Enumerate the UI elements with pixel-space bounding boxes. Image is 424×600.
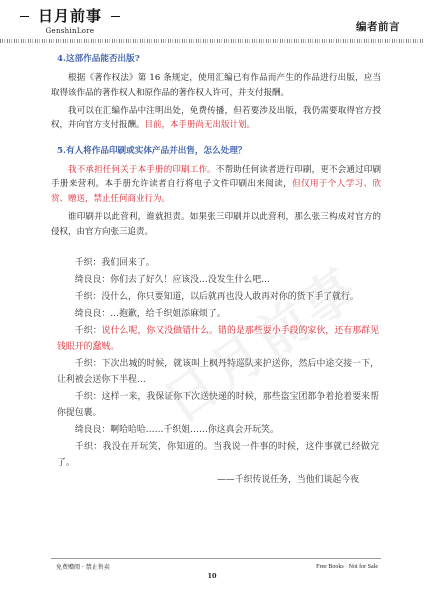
section-heading: 5.有人将作品印刷或实体产品并出售，怎么处理？ bbox=[57, 145, 247, 156]
dialogue-line bbox=[57, 422, 379, 438]
emphasis-text: 我不承担任何关于本手册的印刷工作。 bbox=[68, 164, 216, 175]
dialogue-text: 这样一来，我保证你下次送快递的时候，那些盗宝团都争着抢着要来帮你提包裹。 bbox=[57, 392, 380, 419]
body-text: 谁印刷并以此营利，谁就担责。如果张三印刷并以此营利，那么张三构成对官方的侵权，由官方向张三追责。 bbox=[51, 212, 381, 237]
dialogue-line bbox=[57, 272, 379, 288]
speaker-name: 千织： bbox=[74, 258, 102, 269]
paragraph bbox=[51, 104, 381, 133]
dialogue-line bbox=[57, 255, 379, 271]
speaker-name: 千织： bbox=[74, 359, 102, 370]
dialogue-text-emphasis: 说什么呢，你又没做错什么。错的是那些耍小手段的家伙，还有那群见钱眼开的蠢贼。 bbox=[57, 326, 380, 353]
dialogue-line bbox=[57, 389, 379, 421]
dialogue-excerpt bbox=[57, 255, 379, 488]
footer-right-note: Free Books · Not for Sale bbox=[316, 564, 378, 570]
dialogue-line bbox=[57, 306, 379, 322]
dialogue-line bbox=[57, 356, 379, 388]
logo-rule-left bbox=[20, 16, 29, 17]
decorative-header-strip bbox=[0, 39, 424, 43]
dialogue-text: 你们去了好久！应该没…没发生什么吧… bbox=[110, 275, 271, 286]
section-title: 编者前言 bbox=[356, 21, 400, 33]
dialogue-text: 我没在开玩笑，你知道的。当我说一件事的时候，这件事就已经做完了。 bbox=[57, 442, 379, 469]
dialogue-text: 我们回来了。 bbox=[101, 258, 155, 269]
dialogue-text: 下次出城的时候，就该叫上枫丹特巡队来护送你，然后中途交接一下，让利被会送你下半程… bbox=[57, 359, 380, 386]
speaker-name: 千织： bbox=[74, 326, 102, 337]
footer-rule bbox=[51, 558, 381, 559]
body-text: 我可以在汇编作品中注明出处，免费传播，但若要涉及出版，我仍需要取得官方授权，并向官方支付报酬。 bbox=[51, 105, 381, 131]
paragraph bbox=[51, 210, 381, 239]
dialogue-line bbox=[57, 323, 379, 355]
speaker-name: 绮良良： bbox=[74, 309, 111, 320]
dialogue-line bbox=[57, 289, 379, 305]
dialogue-text: 没什么，你只要知道，以后就再也没人敢再对你的货下手了就行。 bbox=[101, 292, 359, 303]
paragraph bbox=[51, 163, 381, 207]
speaker-name: 千织： bbox=[74, 292, 102, 303]
quote-attribution: ——千织传说任务，当他们谈起今夜 bbox=[217, 475, 359, 486]
emphasis-text: 但仅用于个人学习、欣赏、赠送，禁止任何商业行为。 bbox=[51, 179, 381, 205]
logo-title: 日月前事 bbox=[37, 7, 102, 25]
logo-rule-right bbox=[111, 16, 120, 17]
speaker-name: 绮良良： bbox=[74, 275, 111, 286]
dialogue-text: …抱歉，给千织姐添麻烦了。 bbox=[110, 309, 226, 320]
footer-left-note: 免费赠阅 · 禁止售卖 bbox=[56, 564, 110, 571]
site-logo bbox=[20, 6, 120, 40]
paragraph bbox=[51, 71, 381, 100]
page-number: 10 bbox=[207, 572, 217, 580]
page-content bbox=[51, 52, 381, 488]
speaker-name: 千织： bbox=[74, 392, 102, 403]
dialogue-line bbox=[57, 439, 379, 471]
dialogue-text: 啊哈哈哈……千织姐……你这真会开玩笑。 bbox=[110, 425, 279, 436]
body-text: 不帮助任何读者进行印刷，更不会通过印刷手册来营利。本手册允许读者自行将电子文件印刷出来阅读， bbox=[51, 164, 381, 190]
emphasis-text: 目前，本手册尚无出版计划。 bbox=[144, 120, 256, 131]
body-text: 根据《著作权法》第 16 条规定，使用汇编已有作品而产生的作品进行出版，应当取得该作品的著作权人和原作品的著作权人许可，并支付报酬。 bbox=[51, 73, 381, 98]
logo-subtitle: GenshinLore bbox=[45, 27, 95, 35]
section-heading: 4.这部作品能否出版? bbox=[57, 54, 140, 64]
speaker-name: 千织： bbox=[74, 442, 103, 453]
speaker-name: 绮良良： bbox=[74, 425, 111, 436]
